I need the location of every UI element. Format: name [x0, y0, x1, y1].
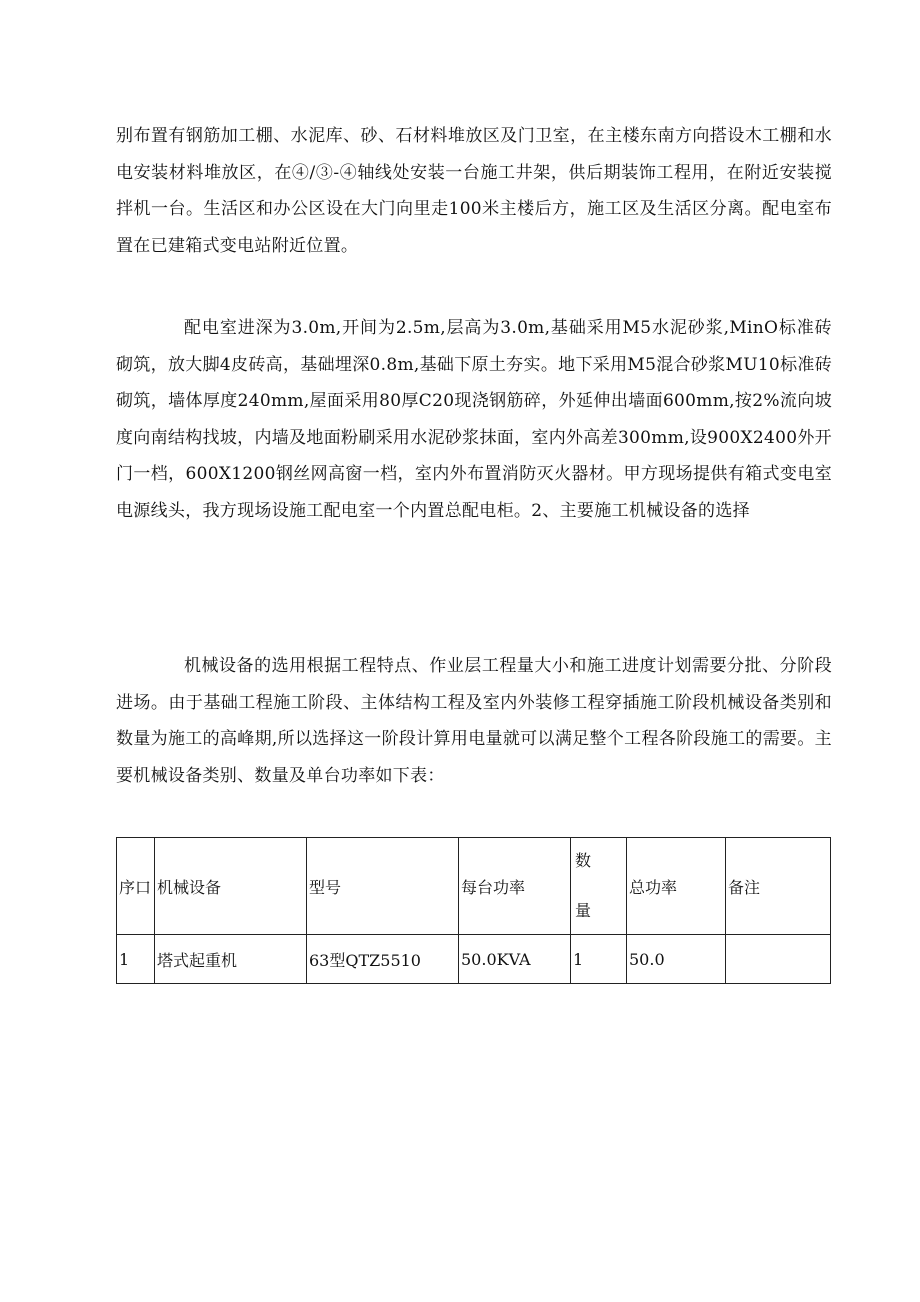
header-seq: 序口 — [117, 838, 155, 935]
table-header-row — [117, 838, 831, 935]
cell-qty: 1 — [571, 935, 627, 984]
paragraph-equipment-selection: 机械设备的选用根据工程特点、作业层工程量大小和施工进度计划需要分批、分阶段进场。由于基础工程施工阶段、主体结构工程及室内外装修工程穿插施工阶段机械设备类别和数量为施工的高峰期,所以选择这一阶段计算用电量就可以满足整个工程各阶段施工的需要。主要机械设备类别、数量及单台功率如下表： — [116, 656, 832, 786]
header-total-power: 总功率 — [627, 838, 726, 935]
paragraph-site-layout: 别布置有钢筋加工棚、水泥库、砂、石材料堆放区及门卫室，在主楼东南方向搭设木工棚和水电安装材料堆放区，在④/③-④轴线处安装一台施工井架，供后期装饰工程用，在附近安装搅拌机一台。生活区和办公区设在大门向里走100米主楼后方，施工区及生活区分离。配电室布置在已建箱式变电站附近位置。 — [116, 126, 832, 256]
header-model: 型号 — [307, 838, 459, 935]
header-note: 备注 — [726, 838, 831, 935]
cell-note — [726, 935, 831, 984]
cell-model: 63型QTZ5510 — [307, 935, 459, 984]
cell-unit-power: 50.0KVA — [459, 935, 571, 984]
cell-seq: 1 — [117, 935, 155, 984]
equipment-table — [116, 837, 831, 984]
header-equipment: 机械设备 — [155, 838, 307, 935]
header-qty — [571, 838, 627, 935]
cell-equipment: 塔式起重机 — [155, 935, 307, 984]
header-qty-line2: 量 — [575, 901, 592, 920]
header-qty-line1: 数 — [575, 851, 592, 870]
paragraph-distribution-room: 配电室进深为3.0m,开间为2.5m,层高为3.0m,基础采用M5水泥砂浆,MinO标准砖砌筑，放大脚4皮砖高，基础埋深0.8m,基础下原土夯实。地下采用M5混合砂浆MU10标准砖砌筑，墙体厚度240mm,屋面采用80厚C20现浇钢筋碎，外延伸出墙面600mm,按2%流向坡度向南结构找坡，内墙及地面粉刷采用水泥砂浆抹面，室内外高差300mm,设900X2400外开门一档，600X1200钢丝网高窗一档，室内外布置消防灭火器材。甲方现场提供有箱式变电室电源线头，我方现场设施工配电室一个内置总配电柜。2、主要施工机械设备的选择 — [116, 318, 832, 521]
cell-total-power: 50.0 — [627, 935, 726, 984]
header-unit-power: 每台功率 — [459, 838, 571, 935]
table-row — [117, 935, 831, 984]
